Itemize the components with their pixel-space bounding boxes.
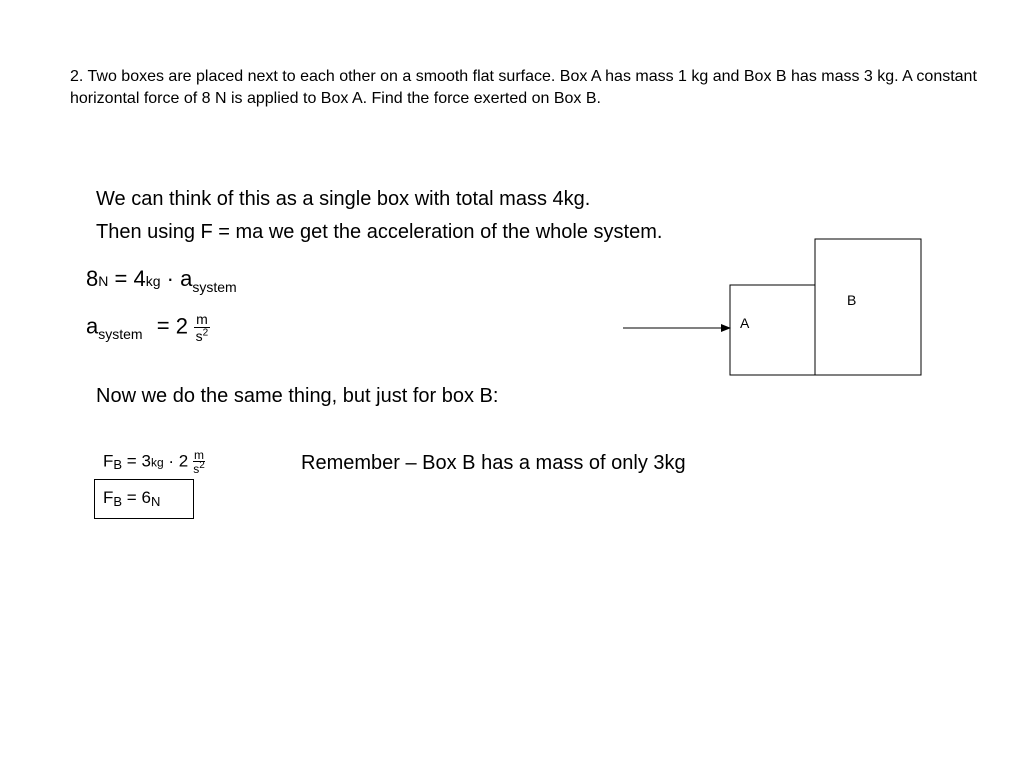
- eq3-dot: ·: [168, 451, 175, 471]
- eq3-force-symbol: F: [103, 451, 114, 471]
- eq3-accel-value: 2: [178, 451, 189, 471]
- eq4-force-subscript: B: [113, 494, 123, 509]
- remember-note: Remember – Box B has a mass of only 3kg: [301, 452, 686, 474]
- eq4-value: 6: [141, 488, 151, 507]
- eq1-accel-symbol: a: [180, 266, 193, 291]
- eq2-equals: =: [156, 313, 170, 339]
- eq2-accel-symbol: a: [86, 313, 99, 339]
- eq2-unit-numerator: m: [196, 311, 208, 327]
- eq2-value: 2: [175, 313, 188, 339]
- eq1-equals: =: [114, 266, 128, 291]
- eq2-accel-subscript: system: [98, 326, 143, 343]
- explanation-line-1: We can think of this as a single box with total mass 4kg.: [96, 188, 591, 210]
- eq1-mass-value: 4: [133, 266, 146, 291]
- eq1-force-unit: N: [98, 273, 109, 289]
- eq3-mass-unit: kg: [150, 455, 164, 470]
- eq4-unit: N: [150, 494, 161, 509]
- eq1-dot: ·: [166, 266, 174, 291]
- eq4-force-symbol: F: [103, 488, 114, 507]
- eq1-mass-unit: kg: [145, 273, 161, 289]
- problem-statement: 2. Two boxes are placed next to each other on a smooth flat surface. Box A has mass 1 kg and Box B has mass 3 kg. A constant horizontal force of 8 N is applied to Box A. Find the force exerted on Box B.: [70, 68, 977, 107]
- box-b-rect: [815, 239, 921, 375]
- eq3-unit-numerator: m: [193, 448, 204, 462]
- eq1-accel-subscript: system: [192, 279, 237, 295]
- eq3-equals: =: [126, 451, 137, 471]
- eq3-mass-value: 3: [141, 451, 151, 471]
- eq4-equals: =: [126, 488, 137, 507]
- explanation-line-2: Then using F = ma we get the acceleration of the whole system.: [96, 221, 663, 243]
- eq3-unit-denominator: $s^2$: [193, 460, 205, 476]
- explanation-line-3: Now we do the same thing, but just for box B:: [96, 385, 499, 407]
- box-a-label: A: [740, 315, 750, 331]
- eq1-force-value: 8: [86, 266, 99, 291]
- eq2-unit-denominator: $s^2$: [195, 327, 209, 344]
- eq3-force-subscript: B: [113, 457, 123, 473]
- box-b-label: B: [847, 292, 857, 308]
